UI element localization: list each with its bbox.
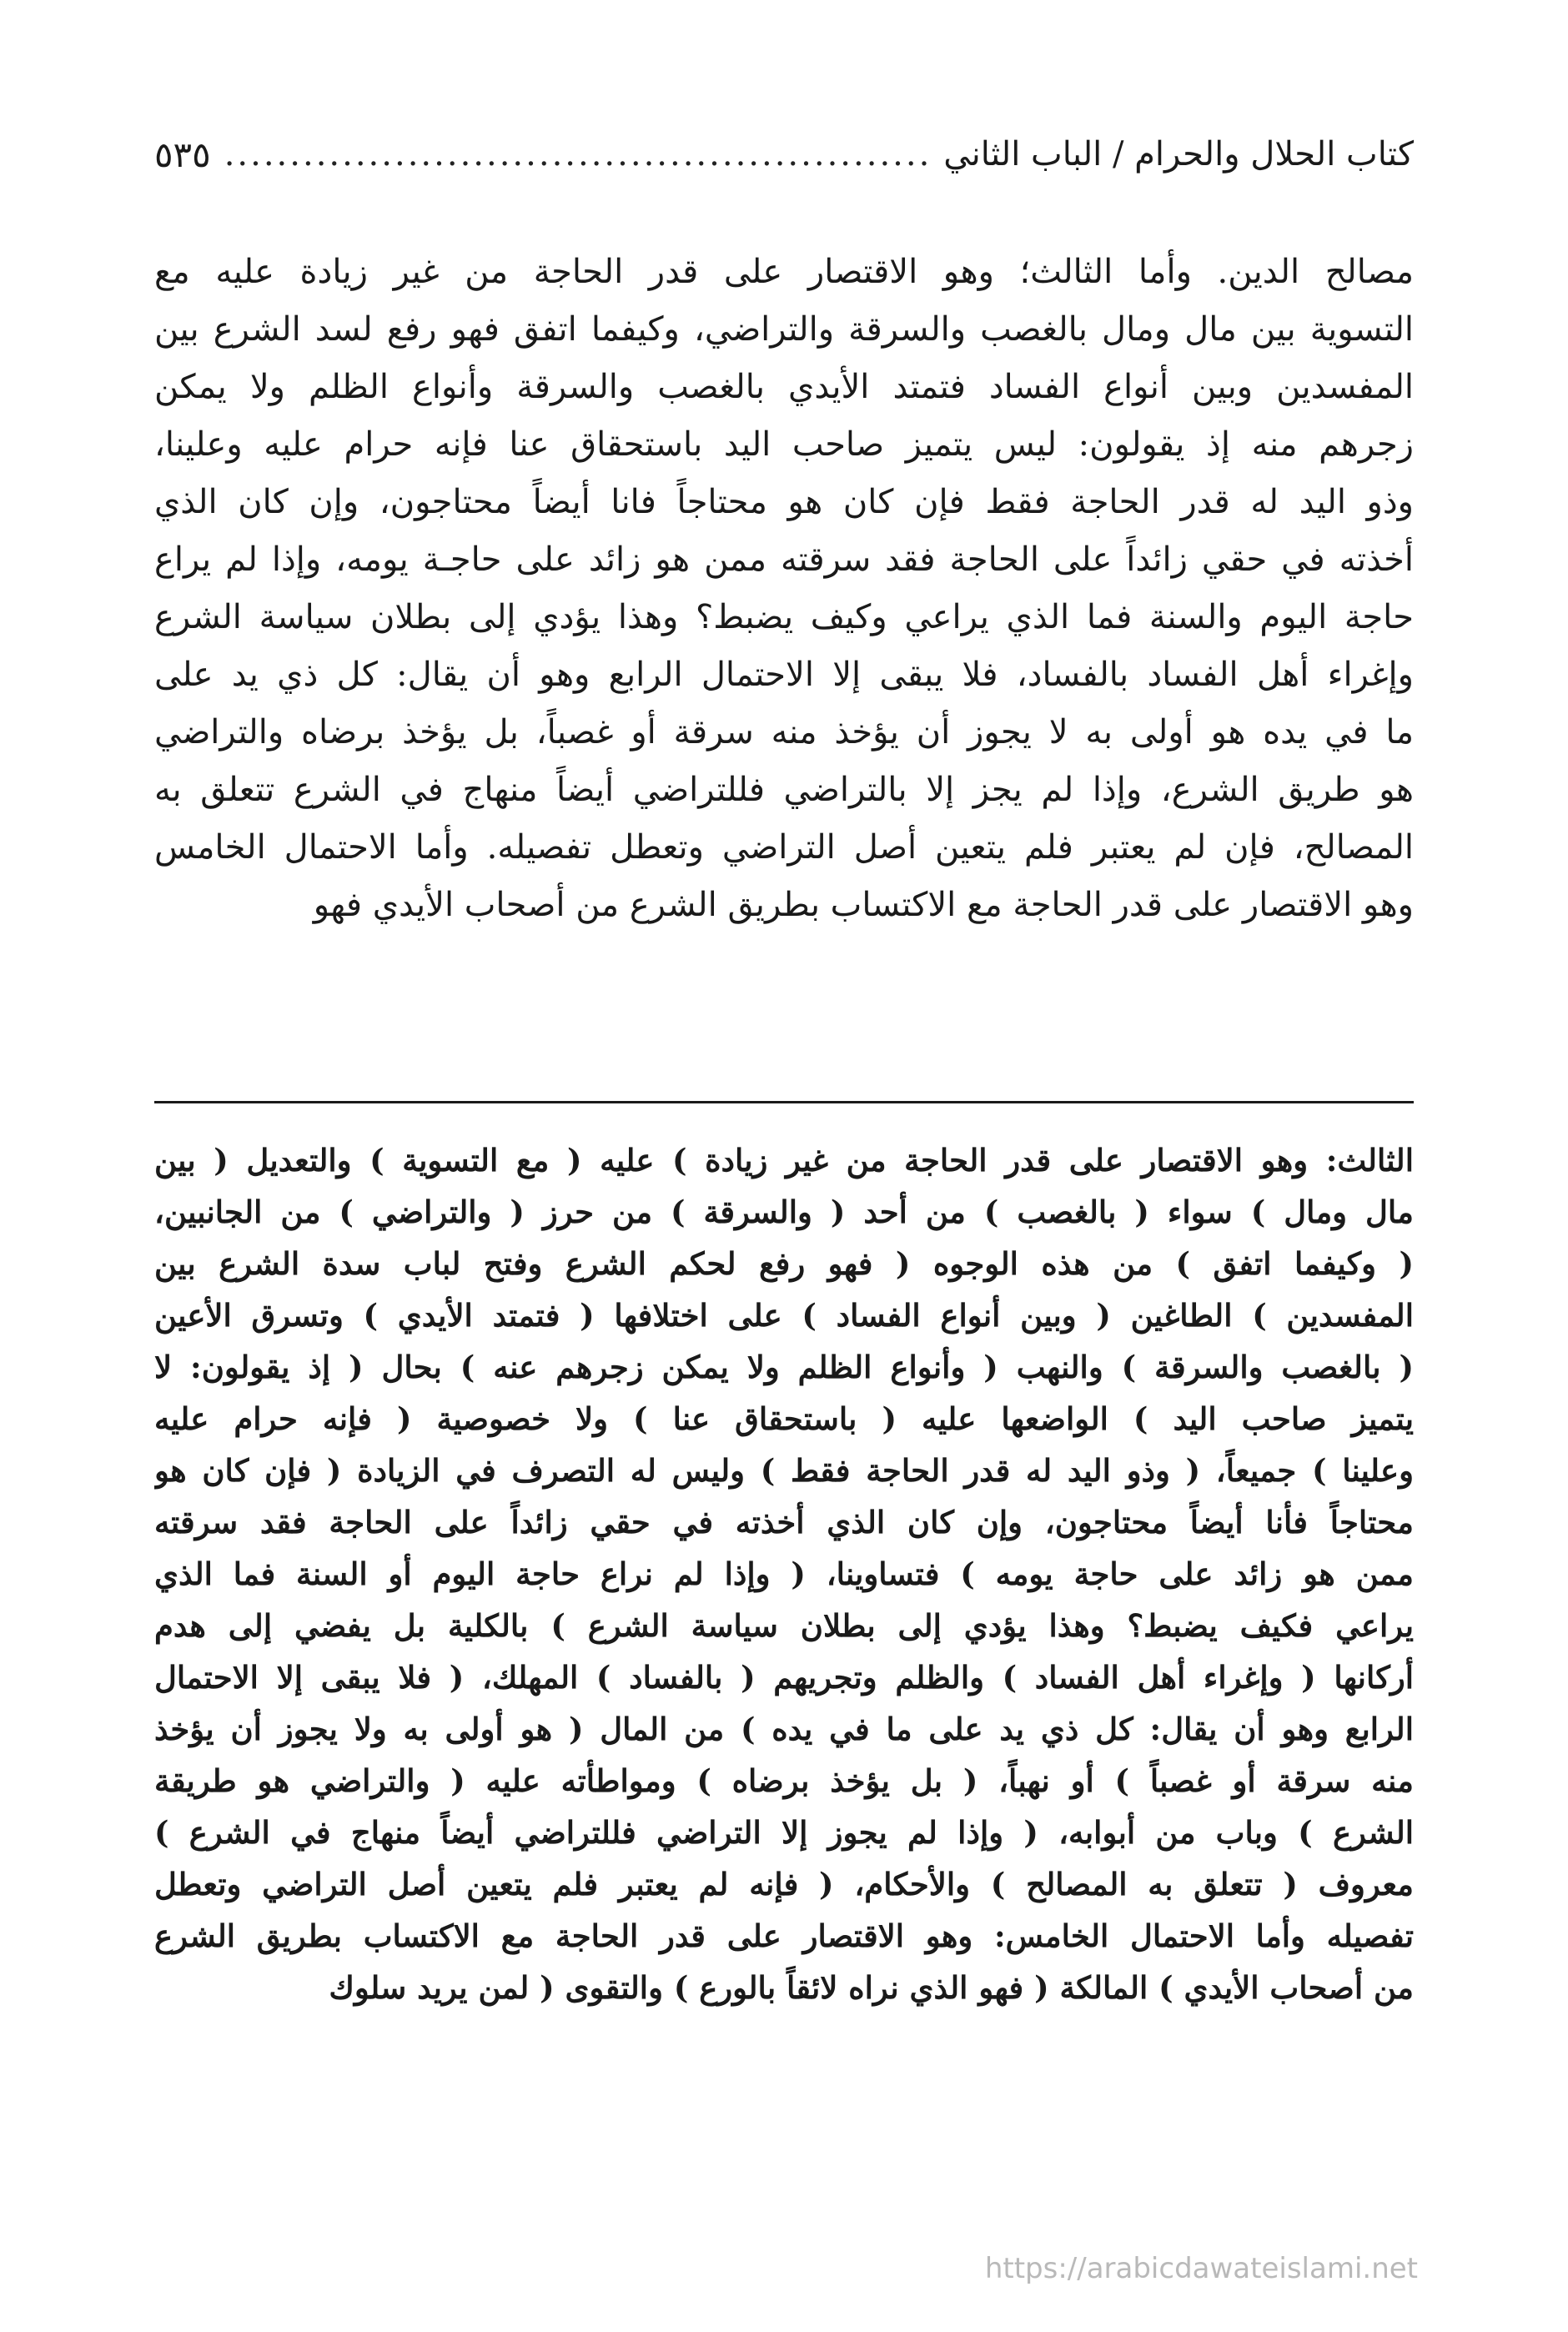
note-line: الثالث: وهو الاقتصار على قدر الحاجة من غير زيادة ) عليه ( مع التسوية ) والتعديل ( بين — [154, 1142, 1414, 1179]
note-line: ممن هو زائد على حاجة يومه ) فتساوينا، ( وإذا لم نراع حاجة اليوم أو السنة فما الذي — [154, 1556, 1414, 1592]
note-line: محتاجاً فأنا أيضاً محتاجون، وإن كان الذي أخذته في حقي زائداً على الحاجة فقد سرقته — [154, 1504, 1414, 1540]
header-leader-dots — [223, 135, 932, 173]
note-line: منه سرقة أو غصباً ) أو نهباً، ( بل يؤخذ برضاه ) ومواطأته عليه ( والتراضي هو طريقة — [154, 1762, 1414, 1799]
commentary-notes — [154, 1134, 1414, 2013]
note-line: المفسدين ) الطاغين ( وبين أنواع الفساد ) على اختلافها ( فتمتد الأيدي ) وتسرق الأعين — [154, 1297, 1414, 1334]
note-line: يراعي فكيف يضبط؟ وهذا يؤدي إلى بطلان سياسة الشرع ) بالكلية بل يفضي إلى هدم — [154, 1607, 1414, 1644]
text-line: زجرهم منه إذ يقولون: ليس يتميز صاحب اليد باستحقاق عنا فإنه حرام عليه وعلينا، — [154, 425, 1414, 464]
note-line: معروف ( تتعلق به المصالح ) والأحكام، ( فإنه لم يعتبر فلم يتعين أصل التراضي وتعطل — [154, 1866, 1414, 1902]
text-line: ما في يده هو أولى به لا يجوز أن يؤخذ منه سرقة أو غصباً، بل يؤخذ برضاه والتراضي — [154, 713, 1414, 751]
header-title: كتاب الحلال والحرام / الباب الثاني — [943, 135, 1414, 173]
text-line: وذو اليد له قدر الحاجة فقط فإن كان هو محتاجاً فانا أيضاً محتاجون، وإن كان الذي — [154, 483, 1414, 521]
main-text — [154, 244, 1414, 934]
footnote-divider — [154, 1101, 1414, 1103]
text-line: هو طريق الشرع، وإذا لم يجز إلا بالتراضي فللتراضي أيضاً منهاج في الشرع تتعلق به — [154, 771, 1414, 809]
note-line: ( بالغصب والسرقة ) والنهب ( وأنواع الظلم ولا يمكن زجرهم عنه ) بحال ( إذ يقولون: لا — [154, 1349, 1414, 1385]
watermark-url: https://arabicdawateislami.net — [984, 2252, 1418, 2285]
note-line: ( وكيفما اتفق ) من هذه الوجوه ( فهو رفع لحكم الشرع وفتح لباب سدة الشرع بين — [154, 1245, 1414, 1282]
note-line: الرابع وهو أن يقال: كل ذي يد على ما في يده ) من المال ( هو أولى به ولا يجوز أن يؤخذ — [154, 1711, 1414, 1747]
note-line: الشرع ) وباب من أبوابه، ( وإذا لم يجوز إلا التراضي فللتراضي أيضاً منهاج في الشرع ) — [154, 1814, 1414, 1851]
note-line: تفصيله وأما الاحتمال الخامس: وهو الاقتصار على قدر الحاجة مع الاكتساب بطريق الشرع — [154, 1917, 1414, 1954]
running-header — [154, 125, 1414, 183]
note-line: من أصحاب الأيدي ) المالكة ( فهو الذي نراه لائقاً بالورع ) والتقوى ( لمن يريد سلوك — [329, 1969, 1414, 2006]
text-line: مصالح الدين. وأما الثالث؛ وهو الاقتصار على قدر الحاجة من غير زيادة عليه مع — [154, 253, 1414, 291]
text-line: وهو الاقتصار على قدر الحاجة مع الاكتساب بطريق الشرع من أصحاب الأيدي فهو — [313, 886, 1414, 924]
note-line: وعلينا ) جميعاً، ( وذو اليد له قدر الحاجة فقط ) وليس له التصرف في الزيادة ( فإن كان هو — [154, 1452, 1414, 1489]
text-line: وإغراء أهل الفساد بالفساد، فلا يبقى إلا الاحتمال الرابع وهو أن يقال: كل ذي يد على — [154, 656, 1414, 694]
note-line: مال ومال ) سواء ( بالغصب ) من أحد ( والسرقة ) من حرز ( والتراضي ) من الجانبين، — [154, 1194, 1414, 1230]
text-line: التسوية بين مال ومال بالغصب والسرقة والتراضي، وكيفما اتفق فهو رفع لسد الشرع بين — [154, 310, 1414, 349]
text-line: المفسدين وبين أنواع الفساد فتمتد الأيدي بالغصب والسرقة وأنواع الظلم ولا يمكن — [154, 368, 1414, 406]
text-line: أخذته في حقي زائداً على الحاجة فقد سرقته ممن هو زائد على حاجـة يومه، وإذا لم يراع — [154, 540, 1414, 579]
page-number: ٥٣٥ — [154, 133, 211, 175]
note-line: يتميز صاحب اليد ) الواضعها عليه ( باستحقاق عنا ) ولا خصوصية ( فإنه حرام عليه — [154, 1400, 1414, 1437]
text-line: حاجة اليوم والسنة فما الذي يراعي وكيف يضبط؟ وهذا يؤدي إلى بطلان سياسة الشرع — [154, 598, 1414, 636]
note-line: أركانها ( وإغراء أهل الفساد ) والظلم وتجريهم ( بالفساد ) المهلك، ( فلا يبقى إلا الاحتمال — [154, 1659, 1414, 1696]
text-line: المصالح، فإن لم يعتبر فلم يتعين أصل التراضي وتعطل تفصيله. وأما الاحتمال الخامس — [154, 828, 1414, 867]
